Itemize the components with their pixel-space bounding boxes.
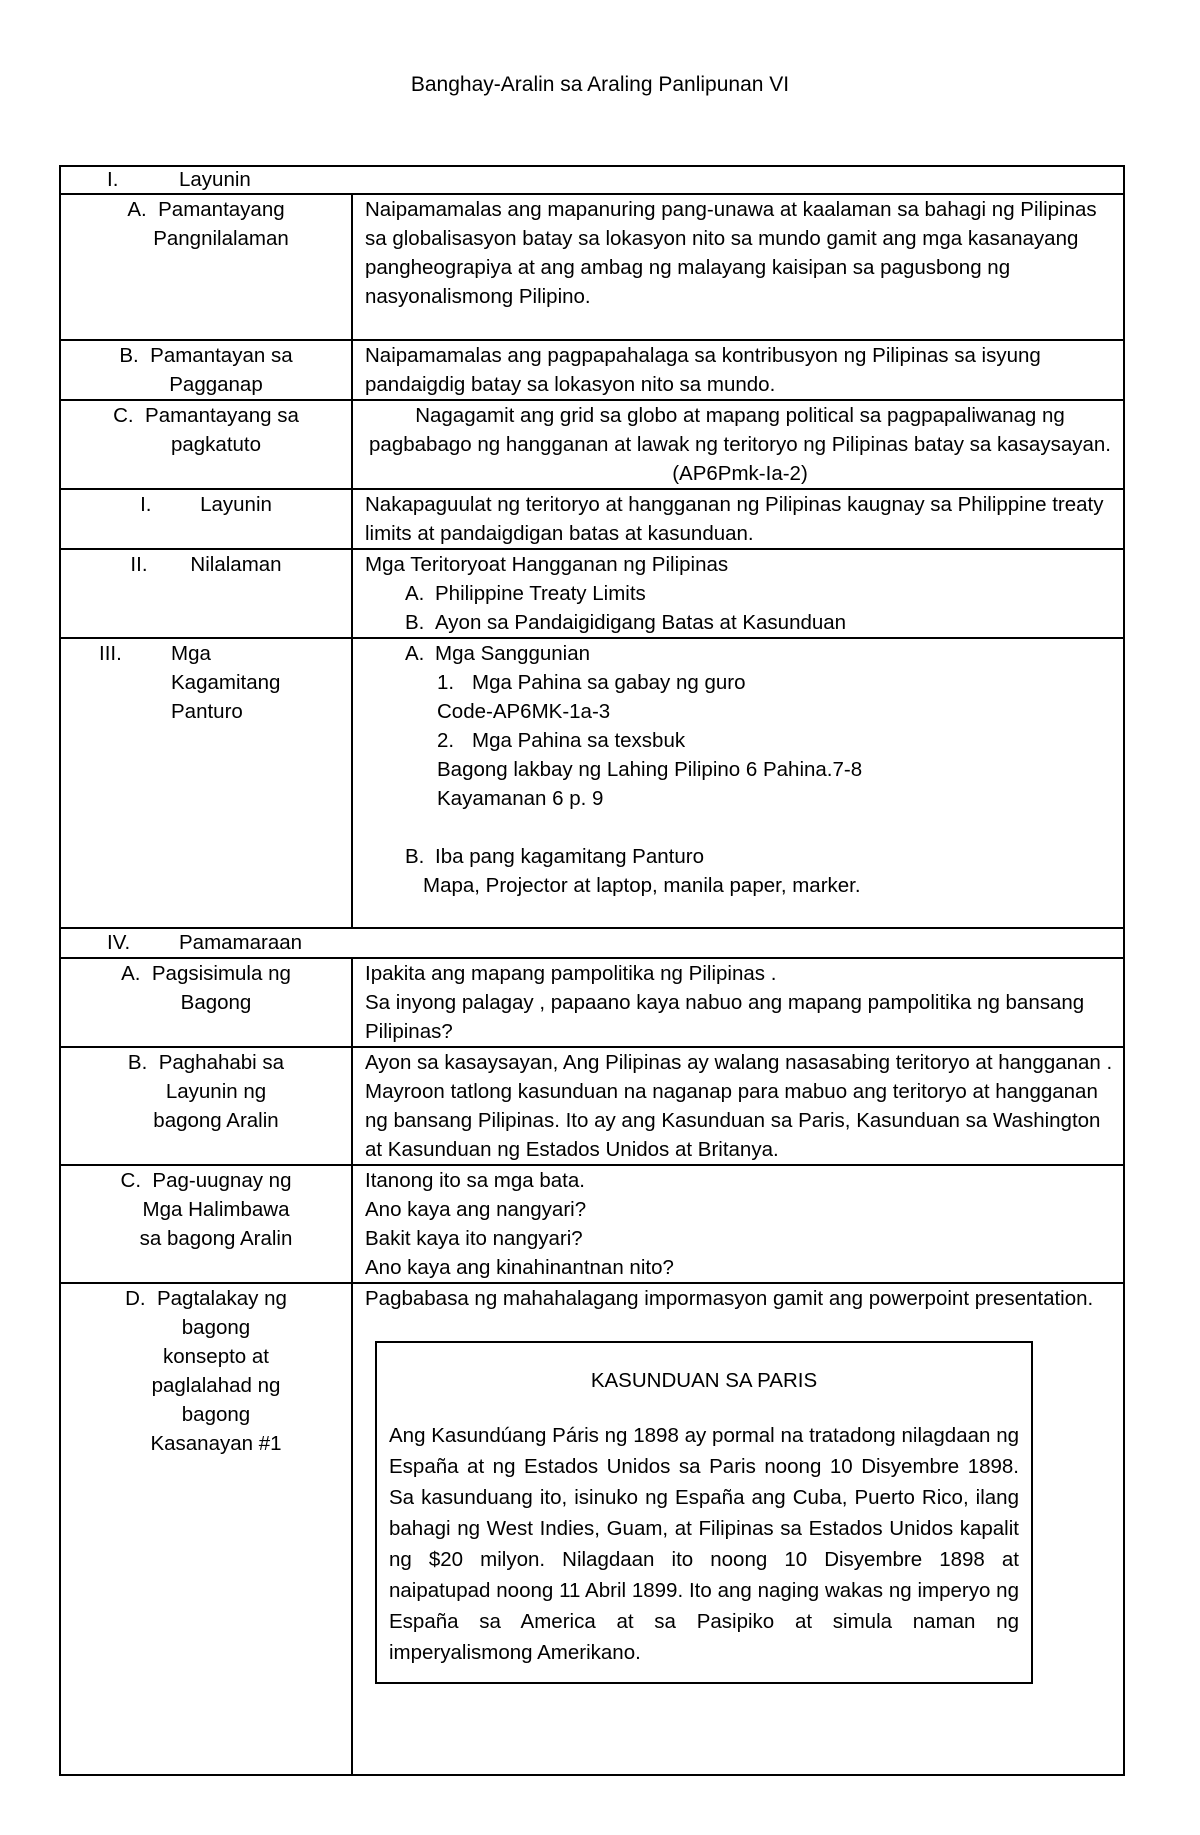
list-item [365,726,1115,755]
row-label-text: Kasanayan #1 [150,1432,282,1455]
table-row [60,1283,1124,1775]
table-row [60,1047,1124,1165]
content-line: Ipakita ang mapang pampolitika ng Pilipinas . [365,962,777,985]
list-subtext: Code-AP6MK-1a-3 [437,700,611,723]
list-text: Mga Pahina sa gabay ng guro [472,671,746,694]
table-row [60,549,1124,638]
row-label [60,340,352,400]
row-label-text: bagong [181,1403,251,1426]
row-letter: C. [120,1169,142,1192]
list-number: 2. [437,729,455,752]
content-line: Bakit kaya ito nangyari? [365,1227,583,1250]
list-text: Ayon sa Pandaigidigang Batas at Kasunduan [435,611,847,634]
row-content: Ayon sa kasaysayan, Ang Pilipinas ay walang nasasabing teritoryo at hangganan . Mayroon tatlong kasunduan na naganap para mabuo ang teritoryo at hangganan ng bansang Pilipinas. Ito ay ang Kasunduan sa Paris, Kasunduan sa Washington at Kasunduan ng Estados Unidos at Britanya. [352,1047,1124,1165]
row-content [352,549,1124,638]
list-item [365,842,1115,871]
table-row [60,489,1124,549]
row-label-text: Pagtalakay ng [156,1287,287,1310]
row-label-text: paglalahad ng [151,1374,281,1397]
content-line: Ano kaya ang nangyari? [365,1198,587,1221]
content-line: Sa inyong palagay , papaano kaya nabuo ang mapang pampolitika ng bansang Pilipinas? [365,991,1085,1043]
row-label-text: Nilalaman [190,553,282,576]
textbox-body: Ang Kasundúang Páris ng 1898 ay pormal na tratadong nilagdaan ng España at ng Estados Unidos sa Paris noong 10 Disyembre 1898. Sa kasunduang ito, isinuko ng España ang Cuba, Puerto Rico, ilang bahagi ng West Indies, Guam, at Filipinas sa Estados Unidos kapalit ng $20 milyon. Nilagdaan ito noong 10 Disyembre 1898 at naipatupad noong 11 Abril 1899. Ito ang naging wakas ng imperyo ng España sa America at sa Pasipiko at simula naman ng imperyalismong Amerikano. [389,1424,1019,1664]
list-item [365,579,1115,608]
row-label-text: Layunin [200,493,272,516]
row-content: Naipamamalas ang mapanuring pang-unawa at kaalaman sa bahagi ng Pilipinas sa globalisasyon batay sa lokasyon nito sa mundo gamit ang mga kasanayang pangheograpiya at ang ambag ng malayang kaisipan sa pagusbong ng nasyonalismong Pilipino. [352,194,1124,340]
table-row [60,194,1124,340]
row-label-text: Layunin ng [165,1080,267,1103]
row-letter: A. [121,962,141,985]
row-label-text: konsepto at [163,1345,269,1368]
row-number: II. [130,553,148,576]
list-number: 1. [437,671,455,694]
row-letter: B. [127,1051,148,1074]
row-content: Nakapaguulat ng teritoryo at hangganan ng Pilipinas kaugnay sa Philippine treaty limits at pandaigdigan batas at kasunduan. [352,489,1124,549]
row-label-text: Mga Halimbawa [142,1198,290,1221]
list-subtext: Mapa, Projector at laptop, manila paper, marker. [423,874,861,897]
list-letter: A. [405,642,425,665]
row-label-text: Panturo [171,700,243,723]
textbox-title: KASUNDUAN SA PARIS [590,1369,818,1392]
row-label-text: Kagamitang [171,671,281,694]
list-item [365,668,1115,697]
row-label-text: bagong Aralin [153,1109,279,1132]
row-number: I. [140,493,152,516]
layunin-header-cell [60,166,1124,194]
list-item [365,639,1115,668]
row-label [60,549,352,638]
content-heading: Mga Teritoryoat Hangganan ng Pilipinas [365,553,729,576]
table-row [60,638,1124,928]
row-content [352,1283,1124,1775]
row-label-text: Paghahabi sa [158,1051,285,1074]
row-label-text: Mga [171,642,211,665]
row-label-text: Pamantayang sa [145,404,299,427]
table-row [60,340,1124,400]
row-label-text: Pagsisimula ng [151,962,291,985]
list-subtext: Bagong lakbay ng Lahing Pilipino 6 Pahina.7-8 [437,758,863,781]
row-label-text: pagkatuto [170,433,262,456]
row-content: Nagagamit ang grid sa globo at mapang political sa pagpapaliwanag ng pagbabago ng hangganan at lawak ng teritoryo ng Pilipinas batay sa kasaysayan.(AP6Pmk-Ia-2) [352,400,1124,489]
lesson-plan-table [59,165,1125,1776]
row-label [60,400,352,489]
row-label [60,194,352,340]
row-label-text: Pagganap [169,373,263,396]
list-letter: A. [405,582,425,605]
list-text: Philippine Treaty Limits [435,582,646,605]
row-content [352,638,1124,928]
row-label-text: Pamantayang [158,198,285,221]
row-label-text: Bagong [180,991,252,1014]
row-label-text: sa bagong Aralin [139,1227,293,1250]
kasunduan-textbox [375,1341,1033,1684]
list-subtext: Kayamanan 6 p. 9 [437,787,604,810]
section-label: Layunin [179,168,251,191]
row-letter: D. [125,1287,146,1310]
row-label [60,489,352,549]
row-letter: A. [127,198,147,221]
list-letter: B. [405,845,425,868]
section-number: I. [107,168,119,191]
row-content [352,958,1124,1047]
row-label-text: Pag-uugnay ng [152,1169,292,1192]
list-text: Mga Sanggunian [435,642,591,665]
table-row [60,928,1124,958]
row-label [60,638,352,928]
row-number: III. [99,642,122,665]
table-row [60,1165,1124,1283]
row-label [60,1283,352,1775]
table-row [60,400,1124,489]
row-label [60,1047,352,1165]
row-label [60,958,352,1047]
list-item [365,608,1115,637]
table-row [60,166,1124,194]
row-letter: C. [113,404,134,427]
row-content: Naipamamalas ang pagpapahalaga sa kontribusyon ng Pilipinas sa isyung pandaigdig batay sa lokasyon nito sa mundo. [352,340,1124,400]
page-title: Banghay-Aralin sa Araling Panlipunan VI [410,73,790,96]
row-label-text: Pamantayan sa [150,344,293,367]
section-label: Pamamaraan [179,931,303,954]
row-content [352,1165,1124,1283]
row-label [60,1165,352,1283]
row-label-text: Pangnilalaman [153,227,289,250]
list-text: Mga Pahina sa texsbuk [472,729,686,752]
list-text: Iba pang kagamitang Panturo [435,845,704,868]
content-line: Pagbabasa ng mahahalagang impormasyon gamit ang powerpoint presentation. [365,1287,1094,1310]
pamamaraan-header-cell [60,928,1124,958]
content-line: Ano kaya ang kinahinantnan nito? [365,1256,674,1279]
list-letter: B. [405,611,425,634]
table-row [60,958,1124,1047]
section-number: IV. [107,931,131,954]
content-line: Itanong ito sa mga bata. [365,1169,585,1192]
row-label-text: bagong [181,1316,251,1339]
row-letter: B. [119,344,139,367]
